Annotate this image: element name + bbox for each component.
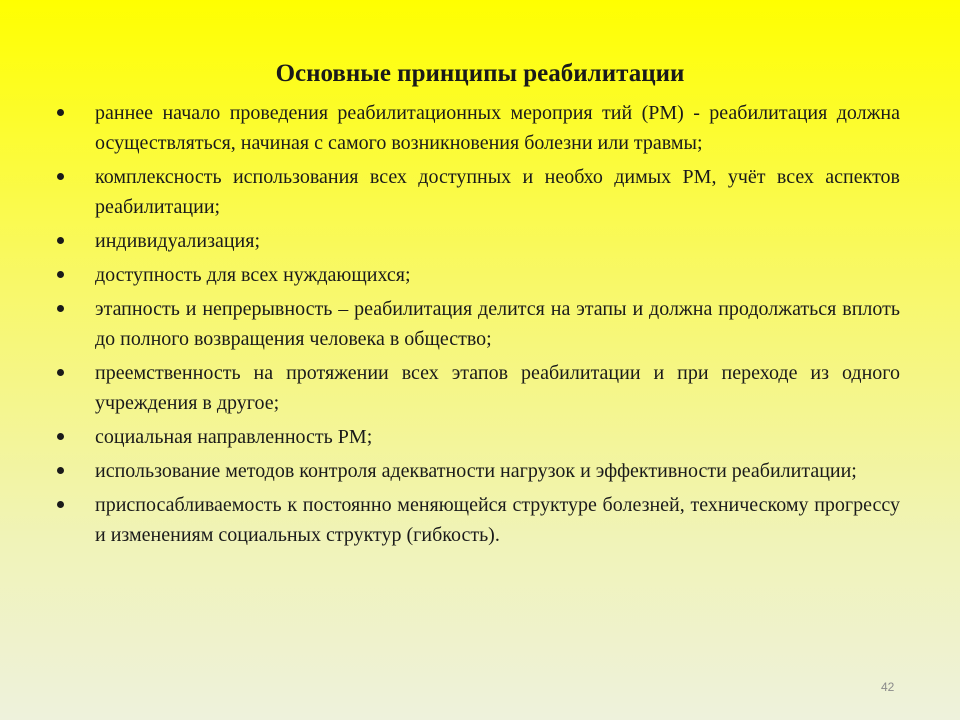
- list-item-text: приспосабливаемость к постоянно меняющейся структуре болезней, техническому прогрессу и изменениям социальных структур (гибкость).: [95, 494, 900, 546]
- list-item-text: преемственность на протяжении всех этапов реабилитации и при переходе из одного учреждения в другое;: [95, 362, 900, 414]
- list-item-text: индивидуализация;: [95, 230, 261, 252]
- list-item: [54, 162, 900, 222]
- list-item: [54, 294, 900, 354]
- list-item-text: социальная направленность РМ;: [95, 426, 373, 448]
- bullet-dot-icon: [57, 467, 64, 474]
- list-item-text: доступность для всех нуждающихся;: [95, 264, 411, 286]
- principles-list: [54, 98, 900, 554]
- bullet-dot-icon: [57, 109, 64, 116]
- bullet-dot-icon: [57, 271, 64, 278]
- list-item-text: раннее начало проведения реабилитационных мероприя тий (РМ) - реабилитация должна осуществляться, начиная с самого возникновения болезни или травмы;: [95, 102, 900, 154]
- list-item: [54, 226, 900, 256]
- bullet-dot-icon: [57, 173, 64, 180]
- list-item: [54, 358, 900, 418]
- slide-title: Основные принципы реабилитации: [275, 60, 685, 87]
- list-item-text: комплексность использования всех доступных и необхо димых РМ, учёт всех аспектов реабилитации;: [95, 166, 900, 218]
- list-item: [54, 490, 900, 550]
- list-item: [54, 456, 900, 486]
- list-item-text: использование методов контроля адекватности нагрузок и эффективности реабилитации;: [95, 460, 857, 482]
- bullet-dot-icon: [57, 237, 64, 244]
- page-number: 42: [881, 680, 895, 694]
- list-item-text: этапность и непрерывность – реабилитация делится на этапы и должна продолжаться вплоть до полного возвращения человека в общество;: [95, 298, 900, 350]
- list-item: [54, 260, 900, 290]
- list-item: [54, 422, 900, 452]
- list-item: [54, 98, 900, 158]
- bullet-dot-icon: [57, 433, 64, 440]
- bullet-dot-icon: [57, 369, 64, 376]
- bullet-dot-icon: [57, 305, 64, 312]
- bullet-dot-icon: [57, 501, 64, 508]
